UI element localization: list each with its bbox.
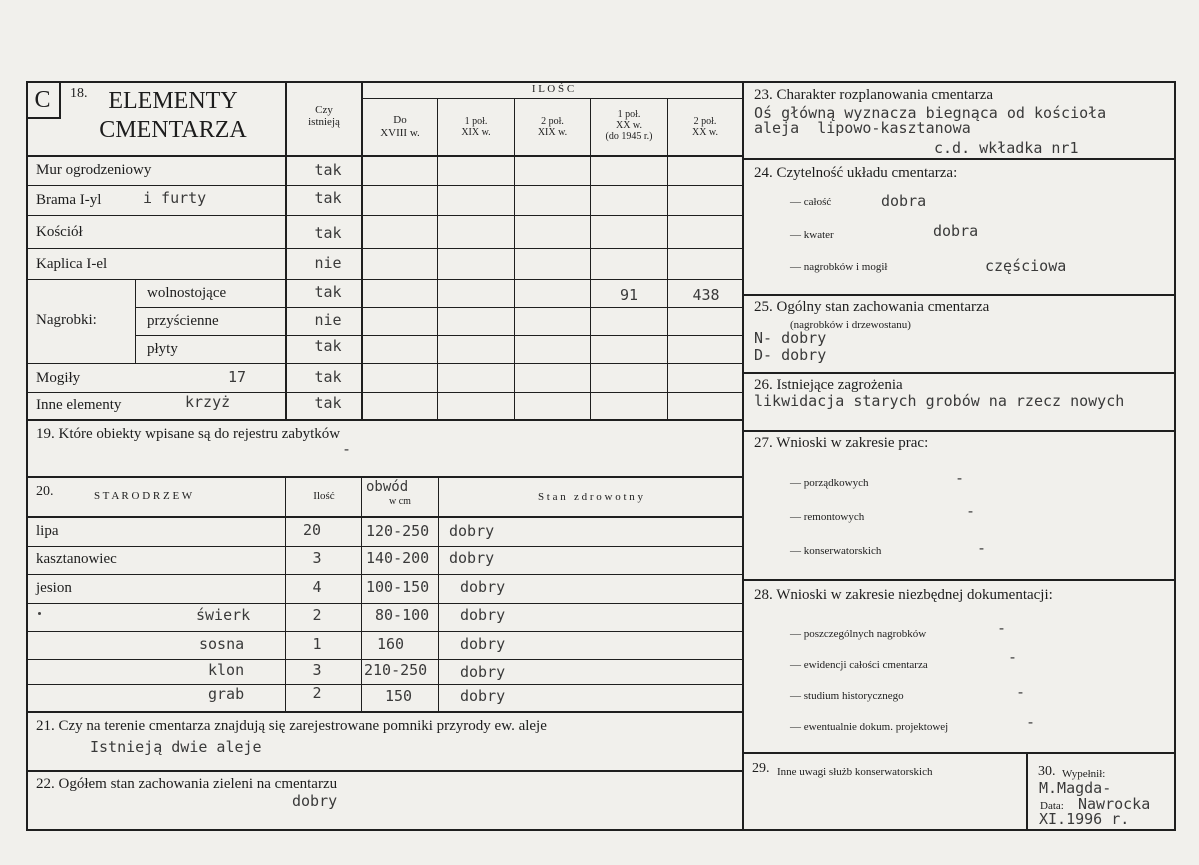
s28-item-value: -	[1016, 683, 1026, 701]
section-c-box	[26, 83, 61, 119]
tree-count: 2	[312, 684, 322, 702]
count-wolnostojace-2xx: 438	[692, 286, 720, 304]
exists-plyty: tak	[314, 337, 342, 355]
tree-count: 4	[312, 578, 322, 596]
s20-circ-header-line2: w cm	[389, 496, 411, 507]
row-note-mogily: 17	[228, 368, 247, 386]
s25-label: 25. Ogólny stan zachowania cmentarza	[754, 299, 990, 315]
nagrobki-wolnostojace-label: wolnostojące	[147, 285, 227, 301]
s20-health-header: S t a n z d r o w o t n y	[537, 491, 644, 503]
s30-number: 30.	[1038, 764, 1056, 779]
row-label-inne: Inne elementy	[36, 397, 122, 413]
s29-number: 29.	[752, 761, 770, 776]
row-label-kaplica: Kaplica I-el	[36, 256, 108, 272]
tree-circ: 210-250	[364, 661, 428, 679]
count-wolnostojace-1945: 91	[619, 286, 639, 304]
exists-kosciol: tak	[314, 224, 342, 242]
s21-value: Istnieją dwie aleje	[90, 738, 262, 756]
s27-item-label: — konserwatorskich	[790, 545, 882, 557]
period-header: 2 poł. XX w.	[691, 116, 718, 138]
tree-circ: 160	[377, 635, 405, 653]
nagrobki-przyscienne-label: przyścienne	[147, 313, 219, 329]
s20-count-header: Ilość	[313, 490, 335, 502]
s28-item-label: — ewentualnie dokum. projektowej	[790, 721, 949, 733]
s18-title	[88, 87, 258, 145]
s24-item-label: — kwater	[790, 229, 834, 241]
exists-wolnostojace: tak	[314, 283, 342, 301]
section-c-letter: C	[34, 86, 51, 113]
s30-date: XI.1996 r.	[1039, 810, 1130, 828]
ilosc-header: I L O Ś C	[531, 83, 575, 95]
s28-item-label: — studium historycznego	[790, 690, 904, 702]
s27-item-value: -	[955, 469, 965, 487]
tree-name: jesion	[36, 580, 72, 596]
s20-number: 20.	[36, 484, 54, 499]
tree-circ: 140-200	[366, 549, 430, 567]
s25-line1: N- dobry	[754, 329, 827, 347]
s24-item-value: dobra	[933, 222, 979, 240]
s28-item-value: -	[1008, 648, 1018, 666]
tree-name: świerk	[196, 606, 251, 624]
s21-label: 21. Czy na terenie cmentarza znajdują się zarejestrowane pomniki przyrody ew. aleje	[36, 718, 547, 734]
s30-name-line2: Nawrocka	[1078, 795, 1151, 813]
s23-line3: c.d. wkładka nr1	[934, 139, 1079, 157]
tree-health: dobry	[460, 687, 506, 705]
tree-health: dobry	[449, 549, 495, 567]
s22-label: 22. Ogółem stan zachowania zieleni na cmentarzu	[36, 776, 338, 792]
s27-label: 27. Wnioski w zakresie prac:	[754, 435, 929, 451]
tree-name: kasztanowiec	[36, 551, 117, 567]
s30-date-label: Data:	[1040, 800, 1064, 812]
row-note-inne: krzyż	[185, 393, 231, 411]
s22-value: dobry	[292, 792, 338, 810]
tree-count: 2	[312, 606, 322, 624]
tree-count: 1	[312, 635, 322, 653]
s19-value: -	[342, 440, 352, 458]
row-label-mogily: Mogiły	[36, 370, 81, 386]
s26-value: likwidacja starych grobów na rzecz nowych	[754, 392, 1125, 410]
s27-item-label: — porządkowych	[790, 477, 869, 489]
tree-count: 3	[312, 549, 322, 567]
period-header: 2 poł. XIX w.	[537, 116, 568, 138]
nagrobki-label: Nagrobki:	[36, 312, 97, 328]
s19-label: 19. Które obiekty wpisane są do rejestru zabytków	[36, 426, 341, 442]
exists-kaplica: nie	[314, 254, 342, 272]
tree-name: grab	[208, 685, 245, 703]
period-header: Do XVIII w.	[380, 114, 420, 139]
stray-mark	[38, 612, 41, 615]
exists-przyscienne: nie	[314, 311, 342, 329]
s23-label: 23. Charakter rozplanowania cmentarza	[754, 87, 994, 103]
row-note-brama: i furty	[143, 189, 207, 207]
tree-health: dobry	[460, 635, 506, 653]
s24-label: 24. Czytelność układu cmentarza:	[754, 165, 958, 181]
s27-item-value: -	[977, 539, 987, 557]
s29-label: Inne uwagi służb konserwatorskich	[777, 766, 933, 778]
s30-name-line1: M.Magda-	[1039, 779, 1112, 797]
tree-health: dobry	[460, 663, 506, 681]
exists-mogily: tak	[314, 368, 342, 386]
s18-title-line1: ELEMENTY	[108, 88, 238, 114]
period-header: 1 poł. XIX w.	[461, 116, 491, 138]
row-label-kosciol: Kościół	[36, 224, 83, 240]
s20-circ-header	[362, 480, 438, 509]
period-header: 1 poł. XX w. (do 1945 r.)	[605, 109, 653, 142]
tree-circ: 150	[385, 687, 413, 705]
exists-mur: tak	[314, 161, 342, 179]
tree-name: klon	[208, 661, 245, 679]
exists-brama: tak	[314, 189, 342, 207]
tree-count: 20	[302, 521, 322, 539]
tree-circ: 100-150	[366, 578, 430, 596]
row-label-mur: Mur ogrodzeniowy	[36, 162, 152, 178]
tree-name: lipa	[36, 523, 59, 539]
s18-number: 18.	[70, 86, 88, 101]
s28-label: 28. Wnioski w zakresie niezbędnej dokumentacji:	[754, 587, 1053, 603]
tree-circ: 120-250	[366, 522, 430, 540]
tree-health: dobry	[449, 522, 495, 540]
exists-header-line2: istnieją	[308, 116, 340, 128]
s25-line2: D- dobry	[754, 346, 827, 364]
nagrobki-plyty-label: płyty	[147, 341, 178, 357]
exists-header-line1: Czy	[315, 104, 333, 116]
s24-item-value: dobra	[881, 192, 927, 210]
s24-item-label: — nagrobków i mogił	[790, 261, 888, 273]
s30-label: Wypełnił:	[1062, 768, 1106, 780]
s20-title: S T A R O D R Z E W	[94, 490, 193, 502]
s23-line1: Oś główną wyznacza biegnąca od kościoła	[754, 104, 1107, 122]
s25-sublabel: (nagrobków i drzewostanu)	[790, 319, 911, 331]
s20-circ-header-line1: obwód	[366, 479, 409, 495]
s27-item-value: -	[966, 502, 976, 520]
s26-label: 26. Istniejące zagrożenia	[754, 377, 903, 393]
tree-count: 3	[312, 661, 322, 679]
exists-inne: tak	[314, 394, 342, 412]
s28-item-label: — poszczególnych nagrobków	[790, 628, 927, 640]
tree-circ: 80-100	[375, 606, 430, 624]
row-label-brama: Brama I-yl	[36, 192, 102, 208]
s27-item-label: — remontowych	[790, 511, 865, 523]
tree-health: dobry	[460, 578, 506, 596]
s18-title-line2: CMENTARZA	[99, 117, 247, 143]
tree-name: sosna	[199, 635, 245, 653]
tree-health: dobry	[460, 606, 506, 624]
s24-item-value: częściowa	[985, 257, 1067, 275]
s28-item-value: -	[1026, 713, 1036, 731]
s23-line2: aleja lipowo-kasztanowa	[754, 119, 971, 137]
s24-item-label: — całość	[790, 196, 832, 208]
exists-header	[287, 104, 361, 128]
s28-item-value: -	[997, 619, 1007, 637]
s28-item-label: — ewidencji całości cmentarza	[790, 659, 928, 671]
